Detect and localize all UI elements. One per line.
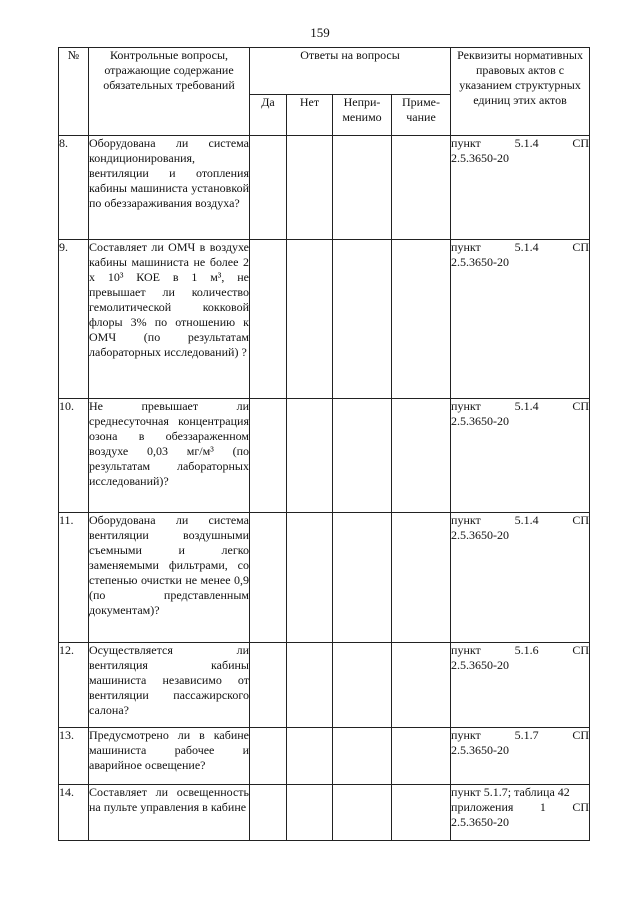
row-question: Оборудована ли система кондиционирования, вентиляции и отопления кабины машиниста установкой по обеззараживания воздуха?	[89, 136, 250, 240]
answer-yes-cell	[250, 240, 287, 399]
header-num: №	[59, 48, 89, 136]
row-number: 8.	[59, 136, 89, 240]
answer-no-cell	[287, 136, 333, 240]
ref-line: пункт 5.1.4 СП	[451, 136, 590, 150]
ref-line: 2.5.3650-20	[451, 528, 510, 542]
row-number: 14.	[59, 785, 89, 841]
row-requisites	[451, 643, 590, 728]
row-question: Предусмотрено ли в кабине машиниста рабочее и аварийное освещение?	[89, 728, 250, 785]
header-not-applicable: Непри-менимо	[333, 95, 392, 136]
ref-line: 2.5.3650-20	[451, 815, 510, 829]
answer-no-cell	[287, 399, 333, 513]
page-number: 159	[310, 25, 330, 40]
answer-no-cell	[287, 643, 333, 728]
row-number: 9.	[59, 240, 89, 399]
table-row	[59, 643, 590, 728]
row-requisites	[451, 513, 590, 643]
ref-line: пункт 5.1.6 СП	[451, 643, 590, 657]
answer-note-cell	[392, 728, 451, 785]
row-question: Составляет ли ОМЧ в воздухе кабины машиниста не более 2 х 10³ КОЕ в 1 м³, не превышает ли количество гемолитической кокковой флоры 3% по отношению к ОМЧ (по результатам лабораторных исследований) ?	[89, 240, 250, 399]
row-requisites	[451, 136, 590, 240]
table-row	[59, 785, 590, 841]
answer-note-cell	[392, 136, 451, 240]
header-note: Приме-чание	[392, 95, 451, 136]
header-no: Нет	[287, 95, 333, 136]
ref-line: пункт 5.1.7 СП	[451, 728, 590, 742]
ref-line: пункт 5.1.4 СП	[451, 399, 590, 413]
answer-note-cell	[392, 513, 451, 643]
row-requisites	[451, 240, 590, 399]
row-question: Оборудована ли система вентиляции воздушными съемными и легко заменяемыми фильтрами, со степенью очистки не менее 0,9 (по представленным документам)?	[89, 513, 250, 643]
answer-no-cell	[287, 785, 333, 841]
answer-yes-cell	[250, 136, 287, 240]
answer-yes-cell	[250, 785, 287, 841]
ref-line: пункт 5.1.4 СП	[451, 240, 590, 254]
answer-na-cell	[333, 513, 392, 643]
table-header	[59, 48, 590, 136]
answer-note-cell	[392, 785, 451, 841]
ref-line: 2.5.3650-20	[451, 151, 510, 165]
row-question: Составляет ли освещенность на пульте управления в кабине	[89, 785, 250, 841]
answer-yes-cell	[250, 643, 287, 728]
answer-na-cell	[333, 643, 392, 728]
ref-line: пункт 5.1.4 СП	[451, 513, 590, 527]
answer-na-cell	[333, 728, 392, 785]
table-row	[59, 399, 590, 513]
answer-note-cell	[392, 240, 451, 399]
answer-no-cell	[287, 513, 333, 643]
header-questions: Контрольные вопросы, отражающие содержание обязательных требований	[89, 48, 250, 136]
answer-na-cell	[333, 136, 392, 240]
row-number: 11.	[59, 513, 89, 643]
answer-yes-cell	[250, 399, 287, 513]
header-requisites: Реквизиты нормативных правовых актов с указанием структурных единиц этих актов	[451, 48, 590, 136]
ref-line: 2.5.3650-20	[451, 255, 510, 269]
ref-line: приложения 1 СП	[451, 800, 590, 814]
answer-note-cell	[392, 399, 451, 513]
row-question: Не превышает ли среднесуточная концентрация озона в обеззараженном воздухе 0,03 мг/м³ (по результатам лабораторных исследований)?	[89, 399, 250, 513]
answer-na-cell	[333, 399, 392, 513]
ref-line: 2.5.3650-20	[451, 743, 510, 757]
header-answers: Ответы на вопросы	[250, 48, 451, 95]
ref-line: пункт 5.1.7; таблица 42	[451, 785, 570, 799]
table-row	[59, 513, 590, 643]
ref-line: 2.5.3650-20	[451, 414, 510, 428]
row-requisites	[451, 785, 590, 841]
row-number: 13.	[59, 728, 89, 785]
table-row	[59, 728, 590, 785]
row-requisites	[451, 399, 590, 513]
table-row	[59, 136, 590, 240]
answer-yes-cell	[250, 728, 287, 785]
row-number: 10.	[59, 399, 89, 513]
answer-no-cell	[287, 728, 333, 785]
checklist-table	[58, 47, 590, 841]
table-row	[59, 240, 590, 399]
row-question: Осуществляется ли вентиляция кабины машиниста независимо от вентиляции пассажирского салона?	[89, 643, 250, 728]
answer-yes-cell	[250, 513, 287, 643]
answer-no-cell	[287, 240, 333, 399]
answer-na-cell	[333, 240, 392, 399]
ref-line: 2.5.3650-20	[451, 658, 510, 672]
answer-na-cell	[333, 785, 392, 841]
answer-note-cell	[392, 643, 451, 728]
row-number: 12.	[59, 643, 89, 728]
row-requisites	[451, 728, 590, 785]
header-yes: Да	[250, 95, 287, 136]
